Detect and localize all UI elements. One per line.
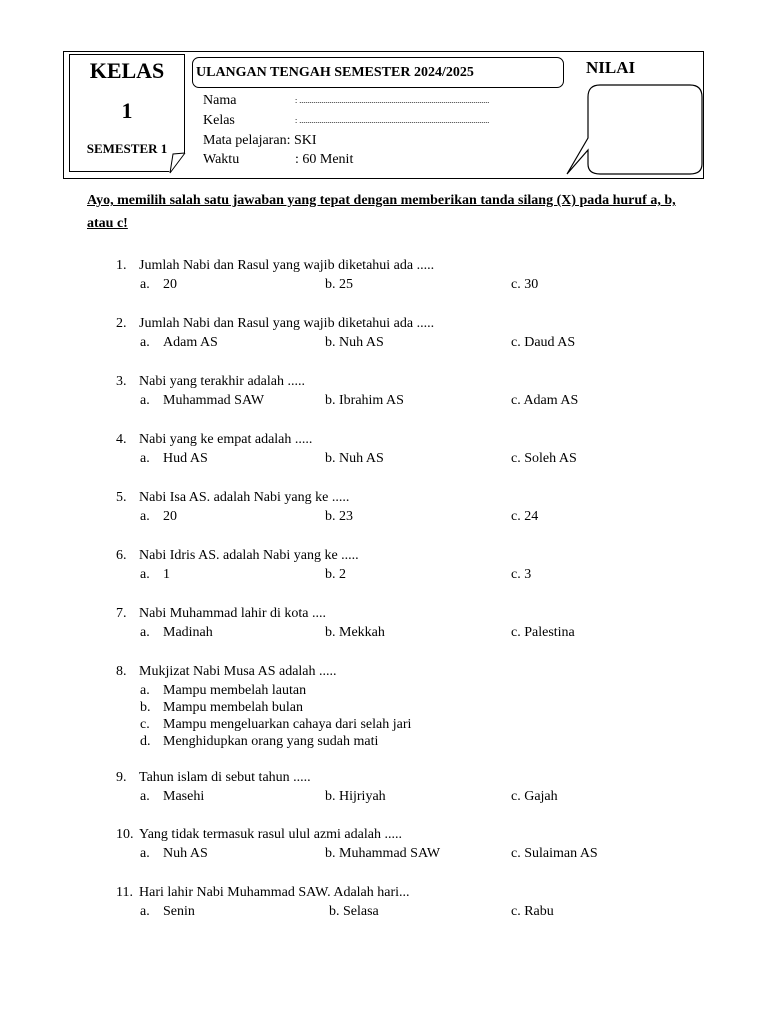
option-letter: a. [140,567,150,582]
option-text: Senin [163,904,195,919]
option-text: b. Ibrahim AS [325,393,404,408]
option-text: Mampu membelah lautan [163,683,307,698]
option-text: Menghidupkan orang yang sudah mati [163,734,379,749]
field-nama[interactable] [203,93,489,109]
exam-title: ULANGAN TENGAH SEMESTER 2024/2025 [196,65,474,80]
question-number: 10. [116,827,134,842]
question-text: Yang tidak termasuk rasul ulul azmi adalah ..... [139,827,402,842]
option-text: b. 25 [325,277,353,292]
option-letter: d. [140,734,151,749]
question-text: Nabi yang terakhir adalah ..... [139,374,305,389]
option-text: b. Nuh AS [325,451,384,466]
option-text: c. Gajah [511,789,558,804]
option-text: c. Adam AS [511,393,579,408]
field-nama-value[interactable]: : ............................................................................................... [295,96,490,105]
option-text: 20 [163,509,177,524]
option-text: c. Rabu [511,904,554,919]
option-letter: a. [140,625,150,640]
option-text: c. Palestina [511,625,575,640]
option-text: b. Mekkah [325,625,385,640]
question-number: 8. [116,664,127,679]
question-number: 11. [116,885,133,900]
kelas-number: 1 [121,98,133,123]
question-text: Jumlah Nabi dan Rasul yang wajib diketahui ada ..... [139,258,435,273]
semester-label: SEMESTER 1 [86,141,168,156]
option-text: Nuh AS [163,846,208,861]
question-text: Hari lahir Nabi Muhammad SAW. Adalah hari... [139,885,410,900]
option-letter: a. [140,904,150,919]
field-waktu-value: : 60 Menit [295,152,354,167]
question-5 [116,490,349,506]
option-text: b. Selasa [329,904,379,919]
option-letter: b. [140,700,151,715]
question-number: 4. [116,432,127,447]
field-mapel-label: Mata pelajaran: SKI [203,133,317,148]
field-mapel [203,133,317,149]
option-text: b. Muhammad SAW [325,846,441,861]
question-10 [116,827,402,843]
option-text: Masehi [163,789,205,804]
option-text: b. 23 [325,509,353,524]
option-text: Muhammad SAW [163,393,265,408]
question-number: 5. [116,490,127,505]
option-text: c. 3 [511,567,532,582]
question-text: Nabi yang ke empat adalah ..... [139,432,313,447]
option-text: c. 30 [511,277,539,292]
question-text: Tahun islam di sebut tahun ..... [139,770,311,785]
field-waktu-label: Waktu [203,152,240,167]
question-number: 9. [116,770,127,785]
option-text: c. Sulaiman AS [511,846,598,861]
question-4 [116,432,312,448]
option-letter: c. [140,717,150,732]
option-text: 1 [163,567,170,582]
option-text: b. 2 [325,567,346,582]
option-letter: a. [140,277,150,292]
option-letter: a. [140,789,150,804]
field-nama-label: Nama [203,93,237,108]
question-number: 3. [116,374,127,389]
option-text: Mampu mengeluarkan cahaya dari selah jari [163,717,412,732]
question-2 [116,316,434,332]
question-7 [116,606,326,622]
question-1 [116,258,434,274]
option-text: b. Hijriyah [325,789,386,804]
option-letter: a. [140,846,150,861]
question-number: 6. [116,548,127,563]
question-8 [116,664,337,680]
option-text: 20 [163,277,177,292]
question-text: Jumlah Nabi dan Rasul yang wajib diketahui ada ..... [139,316,435,331]
option-text: Madinah [163,625,213,640]
question-text: Nabi Idris AS. adalah Nabi yang ke ..... [139,548,359,563]
question-text: Nabi Muhammad lahir di kota .... [139,606,327,621]
nilai-speech-bubble[interactable] [562,82,706,178]
option-letter: a. [140,509,150,524]
question-number: 2. [116,316,127,331]
option-text: c. Daud AS [511,335,576,350]
question-6 [116,548,359,564]
instruction-text: Ayo, memilih salah satu jawaban yang tepat dengan memberikan tanda silang (X) pada huruf a, b, atau c! [87,193,676,231]
option-text: Mampu membelah bulan [163,700,303,715]
question-9 [116,770,311,786]
question-number: 1. [116,258,127,273]
nilai-label: NILAI [586,58,636,77]
option-letter: a. [140,683,150,698]
field-waktu [203,152,353,168]
option-text: Adam AS [163,335,218,350]
question-text: Nabi Isa AS. adalah Nabi yang ke ..... [139,490,350,505]
option-text: Hud AS [163,451,208,466]
option-letter: a. [140,335,150,350]
field-kelas-value[interactable]: : ............................................................................................... [295,116,490,125]
option-text: c. Soleh AS [511,451,577,466]
question-text: Mukjizat Nabi Musa AS adalah ..... [139,664,337,679]
option-text: c. 24 [511,509,539,524]
question-11 [116,885,410,901]
option-letter: a. [140,393,150,408]
field-kelas-label: Kelas [203,113,235,128]
kelas-label: KELAS [89,58,165,83]
question-number: 7. [116,606,127,621]
field-kelas[interactable] [203,113,489,129]
option-text: b. Nuh AS [325,335,384,350]
option-letter: a. [140,451,150,466]
question-3 [116,374,305,390]
